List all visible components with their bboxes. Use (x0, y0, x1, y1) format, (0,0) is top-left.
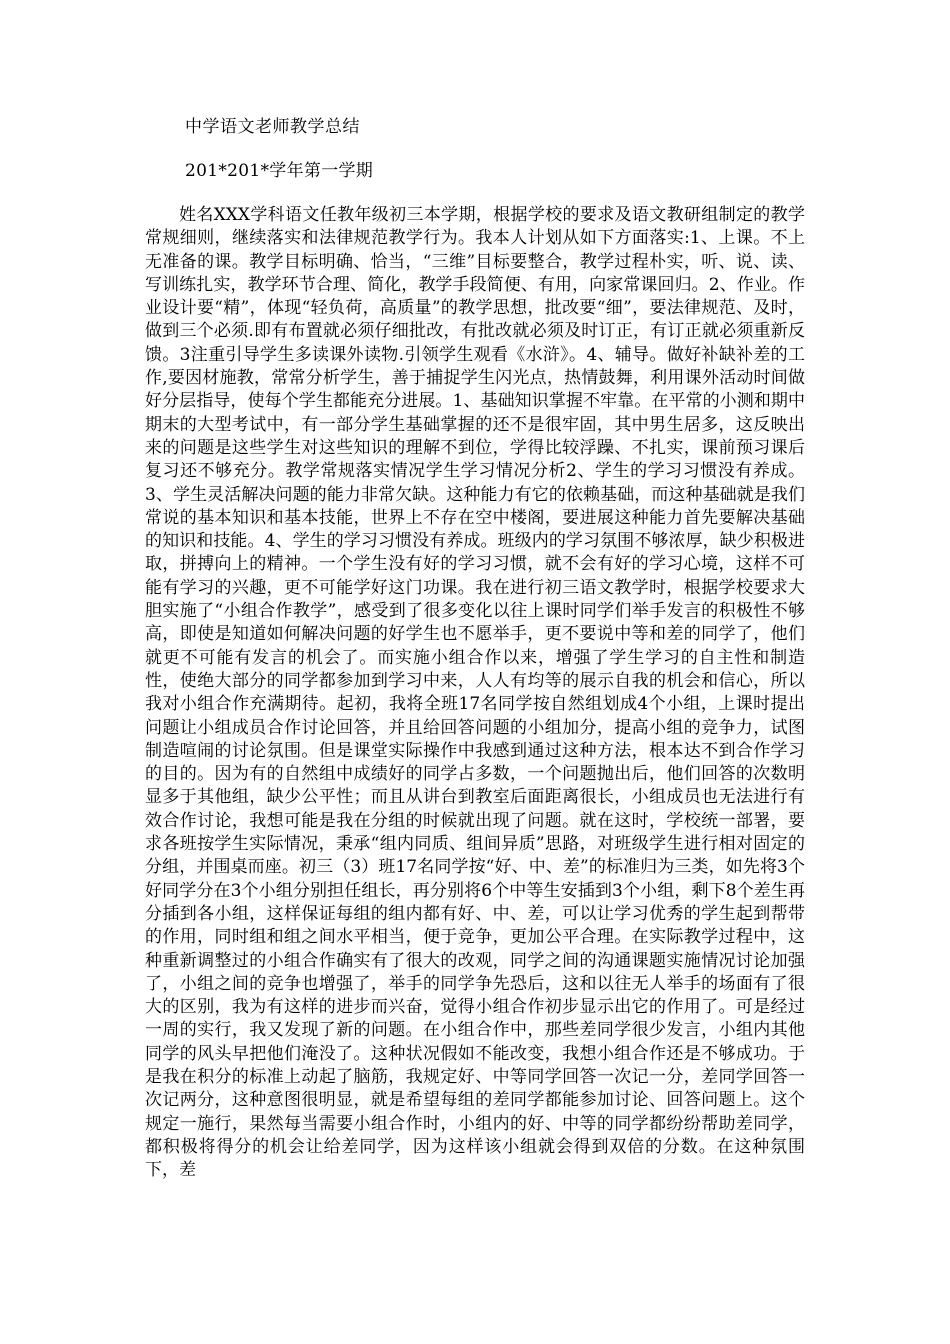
document-title: 中学语文老师教学总结 (185, 117, 360, 137)
document-term: 201*201*学年第一学期 (185, 161, 374, 181)
document-body: 姓名XXX学科语文任教年级初三本学期，根据学校的要求及语文教研组制定的教学常规细则，继续落实和法律规范教学行为。我本人计划从如下方面落实:1、上课。不上无准备的课。教学目标明确、恰当，“三维”目标要整合，教学过程朴实，听、说、读、写训练扎实，教学环节合理、简化，教学手段简便、有用，向家常课回归。2、作业。作业设计要“精”，体现“轻负荷，高质量”的教学思想，批改要“细”，要法律规范、及时，做到三个必须.即有布置就必须仔细批改，有批改就必须及时订正，有订正就必须重新反馈。3注重引导学生多读课外读物.引领学生观看《水浒》。4、辅导。做好补缺补差的工作,要因材施教，常常分析学生，善于捕捉学生闪光点，热情鼓舞，利用课外活动时间做好分层指导，使每个学生都能充分进展。1、基础知识掌握不牢靠。在平常的小测和期中期末的大型考试中，有一部分学生基础掌握的还不是很牢固，其中男生居多，这反映出来的问题是这些学生对这些知识的理解不到位，学得比较浮躁、不扎实，课前预习课后复习还不够充分。教学常规落实情况学生学习情况分析2、学生的学习习惯没有养成。3、学生灵活解决问题的能力非常欠缺。这种能力有它的依赖基础，而这种基础就是我们常说的基本知识和基本技能，世界上不存在空中楼阁，要进展这种能力首先要解决基础的知识和技能。4、学生的学习习惯没有养成。班级内的学习氛围不够浓厚，缺少积极进取，拼搏向上的精神。一个学生没有好的学习习惯，就不会有好的学习心境，这样不可能有学习的兴趣，更不可能学好这门功课。我在进行初三语文教学时，根据学校要求大胆实施了“小组合作教学”，感受到了很多变化以往上课时同学们举手发言的积极性不够高，即使是知道如何解决问题的好学生也不愿举手，更不要说中等和差的同学了，他们就更不可能有发言的机会了。而实施小组合作以来，增强了学生学习的自主性和制造性，使绝大部分的同学都参加到学习中来，人人有均等的展示自我的机会和信心，所以我对小组合作充满期待。起初，我将全班17名同学按自然组划成4个小组，上课时提出问题让小组成员合作讨论回答，并且给回答问题的小组加分，提高小组的竞争力，试图制造喧闹的讨论氛围。但是课堂实际操作中我感到通过这种方法，根本达不到合作学习的目的。因为有的自然组中成绩好的同学占多数，一个问题抛出后，他们回答的次数明显多于其他组，缺少公平性；而且从讲台到教室后面距离很长，小组成员也无法进行有效合作讨论，我想可能是我在分组的时候就出现了问题。就在这时，学校统一部署，要求各班按学生实际情况，秉承“组内同质、组间异质”思路，对班级学生进行相对固定的分组，并围桌而座。初三（3）班17名同学按“好、中、差”的标准归为三类，如先将3个好同学分在3个小组分别担任组长，再分别将6个中等生安插到3个小组，剩下8个差生再分插到各小组，这样保证每组的组内都有好、中、差，可以让学习优秀的学生起到帮带的作用，同时组和组之间水平相当，便于竞争，更加公平合理。在实际教学过程中，这种重新调整过的小组合作确实有了很大的改观，同学之间的沟通课题实施情况讨论加强了，小组之间的竞争也增强了，举手的同学争先恐后，这和以往无人举手的场面有了很大的区别，我为有这样的进步而兴奋，觉得小组合作初步显示出它的作用了。可是经过一周的实行，我又发现了新的问题。在小组合作中，那些差同学很少发言，小组内其他同学的风头早把他们淹没了。这种状况假如不能改变，我想小组合作还是不够成功。于是我在积分的标准上动起了脑筋，我规定好、中等同学回答一次记一分，差同学回答一次记两分，这种意图很明显，就是希望每组的差同学都能参加讨论、回答问题上。这个规定一施行，果然每当需要小组合作时，小组内的好、中等的同学都纷纷帮助差同学，都积极将得分的机会让给差同学，因为这样该小组就会得到双倍的分数。在这种氛围下，差 (145, 205, 805, 1181)
